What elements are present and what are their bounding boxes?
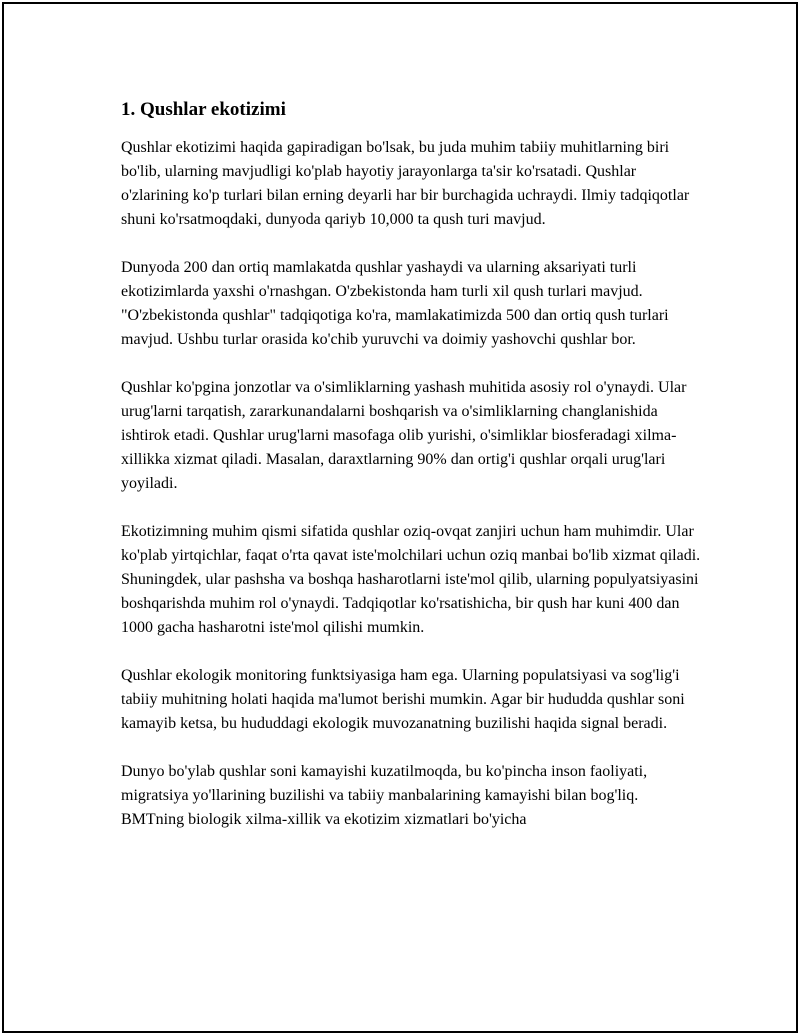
paragraph-2: Dunyoda 200 dan ortiq mamlakatda qushlar yashaydi va ularning aksariyati turli ekotizimlarda yaxshi o'rnashgan. O'zbekistonda ham turli xil qush turlari mavjud. "O'zbekistonda qushlar" tadqiqotiga ko'ra, mamlakatimizda 500 dan ortiq qush turlari mavjud. Ushbu turlar orasida ko'chib yuruvchi va doimiy yashovchi qushlar bor. — [121, 259, 669, 348]
document-page — [2, 2, 798, 1033]
document-content — [121, 97, 701, 832]
paragraph-3: Qushlar ko'pgina jonzotlar va o'simliklarning yashash muhitida asosiy rol o'ynaydi. Ular urug'larni tarqatish, zararkunandalarni boshqarish va o'simliklarning changlanishida ishtirok etadi. Qushlar urug'larni masofaga olib yurishi, o'simliklar biosferadagi xilma-xillikka xizmat qiladi. Masalan, daraxtlarning 90% dan ortig'i qushlar orqali urug'lari yoyiladi. — [121, 379, 687, 492]
paragraph-5: Qushlar ekologik monitoring funktsiyasiga ham ega. Ularning populatsiyasi va sog'lig'i tabiiy muhitning holati haqida ma'lumot berishi mumkin. Agar bir hududda qushlar soni kamayib ketsa, bu hududdagi ekologik muvozanatning buzilishi haqida signal beradi. — [121, 667, 685, 732]
paragraph-4: Ekotizimning muhim qismi sifatida qushlar oziq-ovqat zanjiri uchun ham muhimdir. Ular ko'plab yirtqichlar, faqat o'rta qavat iste'molchilari uchun oziq manbai bo'lib xizmat qiladi. Shuningdek, ular pashsha va boshqa hasharotlarni iste'mol qilib, ularning populyatsiyasini boshqarishda muhim rol o'ynaydi. Tadqiqotlar ko'rsatishicha, bir qush har kuni 400 dan 1000 gacha hasharotni iste'mol qilishi mumkin. — [121, 523, 701, 636]
paragraph-6: Dunyo bo'ylab qushlar soni kamayishi kuzatilmoqda, bu ko'pincha inson faoliyati, migratsiya yo'llarining buzilishi va tabiiy manbalarining kamayishi bilan bog'liq. BMTning biologik xilma-xillik va ekotizim xizmatlari bo'yicha — [121, 763, 648, 828]
section-heading: 1. Qushlar ekotizimi — [121, 99, 286, 120]
paragraph-1: Qushlar ekotizimi haqida gapiradigan bo'lsak, bu juda muhim tabiiy muhitlarning biri bo'lib, ularning mavjudligi ko'plab hayotiy jarayonlarga ta'sir ko'rsatadi. Qushlar o'zlarining ko'p turlari bilan erning deyarli har bir burchagida uchraydi. Ilmiy tadqiqotlar shuni ko'rsatmoqdaki, dunyoda qariyb 10,000 ta qush turi mavjud. — [121, 139, 690, 228]
